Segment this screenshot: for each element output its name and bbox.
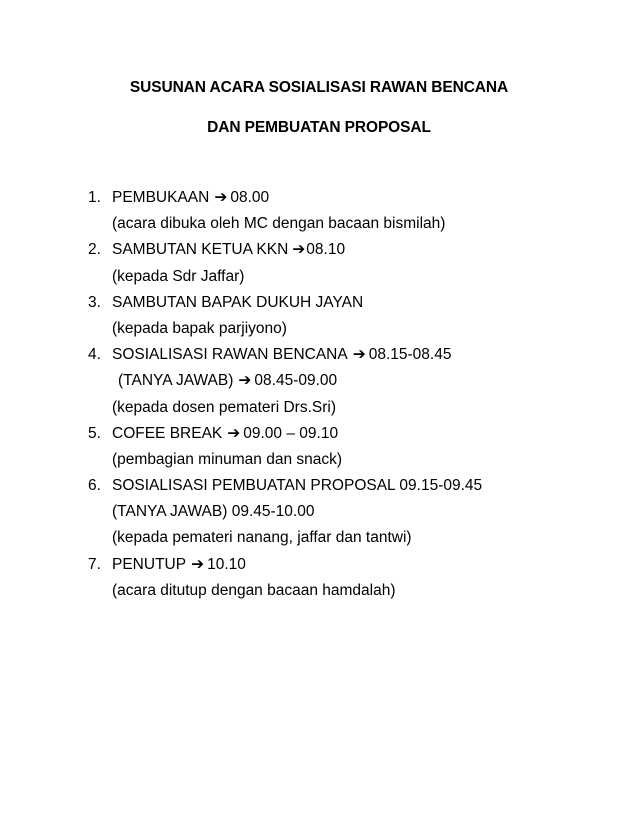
item-label: PEMBUKAAN <box>112 189 210 206</box>
item-number: 4. <box>88 346 101 364</box>
arrow-right-icon: ➔ <box>227 424 241 442</box>
agenda-item-6-note: (kepada pemateri nanang, jaffar dan tantwi) <box>112 529 412 547</box>
agenda-item-2 <box>88 237 608 263</box>
item-label: SAMBUTAN BAPAK DUKUH JAYAN <box>112 293 364 311</box>
agenda-item-6-qa: (TANYA JAWAB) 09.45-10.00 <box>112 503 315 521</box>
agenda-list <box>88 185 608 604</box>
item-number: 7. <box>88 555 101 573</box>
item-sub-label: (TANYA JAWAB) <box>118 372 234 390</box>
item-time: 09.00 – 09.10 <box>243 424 339 442</box>
item-number: 3. <box>88 293 101 311</box>
item-time: 10.10 <box>207 555 246 573</box>
item-label: SAMBUTAN KETUA KKN <box>112 241 289 259</box>
item-label: SOSIALISASI RAWAN BENCANA <box>112 346 348 364</box>
agenda-item-2-note: (kepada Sdr Jaffar) <box>112 267 245 285</box>
agenda-item-4-qa <box>88 368 608 394</box>
arrow-right-icon: ➔ <box>352 346 366 364</box>
item-time: 08.15-08.45 <box>368 346 452 364</box>
item-sub-time: 08.45-09.00 <box>254 372 338 390</box>
agenda-item-6 <box>88 473 608 499</box>
item-label: PENUTUP <box>112 555 187 573</box>
agenda-item-1-note: (acara dibuka oleh MC dengan bacaan bismilah) <box>112 215 446 233</box>
item-number: 5. <box>88 424 101 442</box>
agenda-item-3-note: (kepada bapak parjiyono) <box>112 319 287 337</box>
agenda-item-5-note: (pembagian minuman dan snack) <box>112 450 343 468</box>
document-title-line-1: SUSUNAN ACARA SOSIALISASI RAWAN BENCANA <box>129 79 509 96</box>
agenda-item-4 <box>88 342 608 368</box>
arrow-right-icon: ➔ <box>238 372 252 390</box>
agenda-item-5 <box>88 421 608 447</box>
item-number: 1. <box>88 189 101 206</box>
agenda-item-7 <box>88 552 608 578</box>
item-label: COFEE BREAK <box>112 424 223 442</box>
agenda-item-7-note: (acara ditutup dengan bacaan hamdalah) <box>112 581 396 599</box>
arrow-right-icon: ➔ <box>214 189 228 206</box>
agenda-item-4-note: (kepada dosen pemateri Drs.Sri) <box>112 398 336 416</box>
item-time: 08.10 <box>306 241 346 259</box>
item-number: 6. <box>88 477 101 495</box>
item-time: 08.00 <box>230 189 270 206</box>
agenda-item-3 <box>88 290 608 316</box>
arrow-right-icon: ➔ <box>191 555 205 573</box>
item-label: SOSIALISASI PEMBUATAN PROPOSAL 09.15-09.45 <box>112 477 483 495</box>
agenda-item-1 <box>88 185 608 211</box>
arrow-right-icon: ➔ <box>292 241 306 259</box>
item-number: 2. <box>88 241 101 259</box>
document-title-line-2: DAN PEMBUATAN PROPOSAL <box>207 119 431 136</box>
